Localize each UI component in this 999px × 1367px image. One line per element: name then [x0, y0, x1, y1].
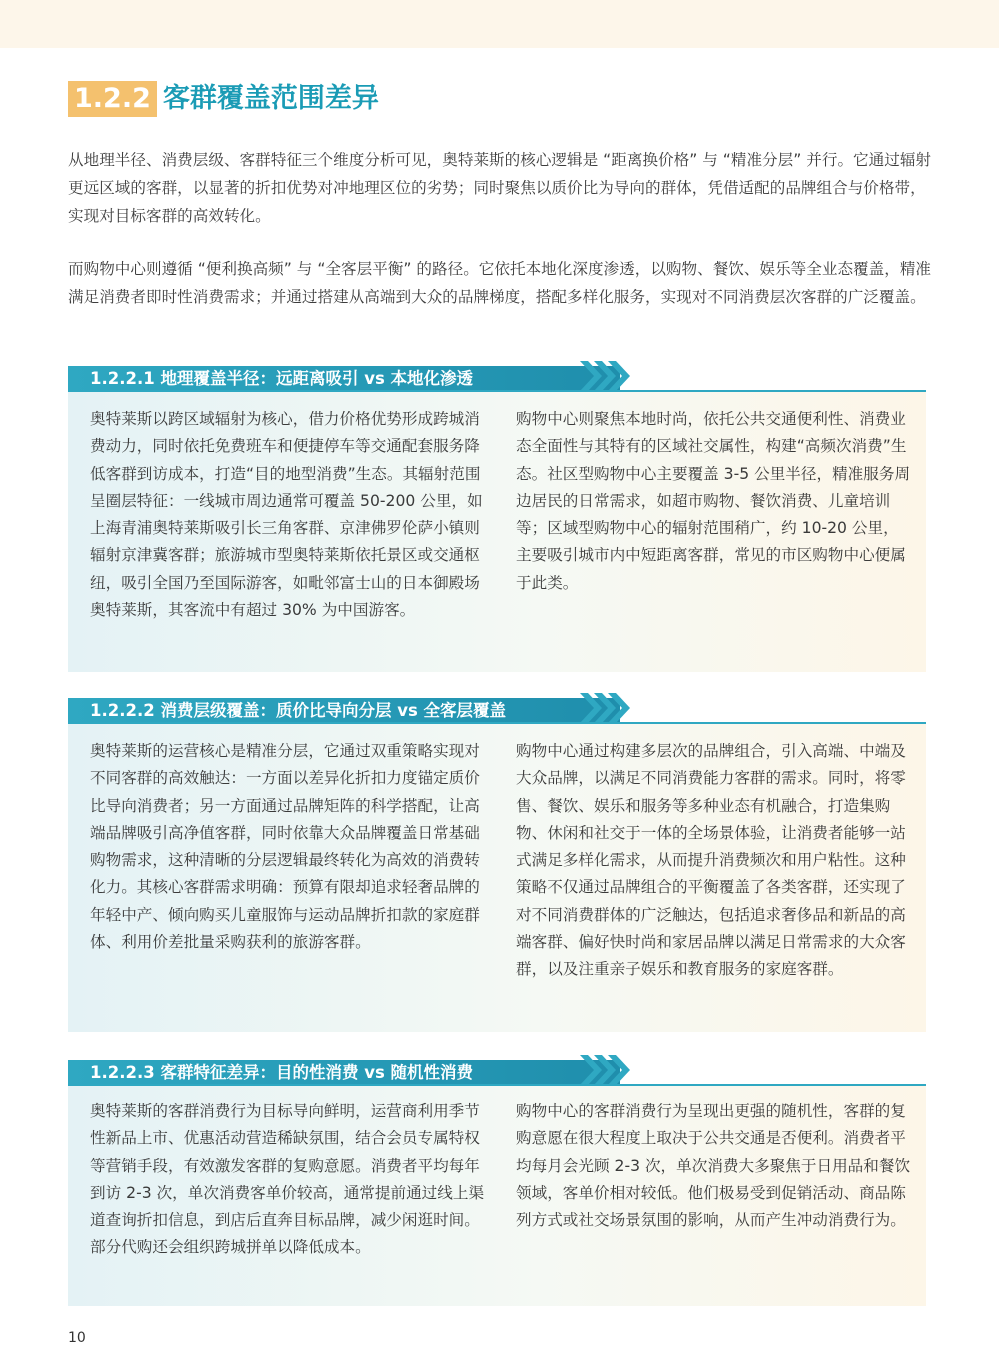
intro-paragraph-1: 从地理半径、消费层级、客群特征三个维度分析可见，奥特莱斯的核心逻辑是 “距离换价格” 与 “精准分层” 并行。它通过辐射更远区域的客群，以显著的折扣优势对冲地理区位的劣势；同时聚焦以质价比为导向的群体，凭借适配的品牌组合与价格带，实现对目标客群的高效转化。 [68, 151, 932, 225]
page-top-band [0, 0, 999, 48]
section-heading: 客群覆盖范围差异 [162, 83, 379, 114]
stripes-decoration-icon [574, 1055, 630, 1085]
mall-column-3: 购物中心的客群消费行为呈现出更强的随机性，客群的复购意愿在很大程度上取决于公共交通是否便利。消费者平均每月会光顾 2-3 次，单次消费大多聚焦于日用品和餐饮领域，客单价相对较低。他们极易受到促销活动、商品陈列方式或社交场景氛围的影响，从而产生冲动消费行为。 [516, 1102, 911, 1230]
outlet-column-3: 奥特莱斯的客群消费行为目标导向鲜明，运营商利用季节性新品上市、优惠活动营造稀缺氛围，结合会员专属特权等营销手段，有效激发客群的复购意愿。消费者平均每年到访 2-3 次，单次消费客单价较高，通常提前通过线上渠道查询折扣信息，到店后直奔目标品牌，减少闲逛时间。部分代购还会组织跨城拼单以降低成本。 [90, 1102, 485, 1257]
section-title [68, 80, 379, 118]
subsection-panel-2 [68, 724, 926, 1032]
mall-column-1: 购物中心则聚焦本地时尚，依托公共交通便利性、消费业态全面性与其特有的区域社交属性，构建“高频次消费”生态。社区型购物中心主要覆盖 3-5 公里半径，精准服务周边居民的日常需求，如超市购物、餐饮消费、儿童培训等；区域型购物中心的辐射范围稍广，约 10-20 公里，主要吸引城市内中短距离客群，常见的市区购物中心便属于此类。 [516, 410, 911, 592]
page-number: 10 [68, 1330, 86, 1346]
outlet-column-2: 奥特莱斯的运营核心是精准分层，它通过双重策略实现对不同客群的高效触达：一方面以差异化折扣力度锚定质价比导向消费者；另一方面通过品牌矩阵的科学搭配，让高端品牌吸引高净值客群，同时依靠大众品牌覆盖日常基础购物需求，这种清晰的分层逻辑最终转化为高效的消费转化力。其核心客群需求明确：预算有限却追求轻奢品牌的年轻中产、倾向购买儿童服饰与运动品牌折扣款的家庭群体、利用价差批量采购获利的旅游客群。 [90, 742, 480, 952]
subsection-panel-3 [68, 1086, 926, 1306]
outlet-column-1: 奥特莱斯以跨区域辐射为核心，借力价格优势形成跨城消费动力，同时依托免费班车和便捷停车等交通配套服务降低客群到访成本，打造“目的地型消费”生态。其辐射范围呈圈层特征：一线城市周边通常可覆盖 50-200 公里，如上海青浦奥特莱斯吸引长三角客群、京津佛罗伦萨小镇则辐射京津冀客群；旅游城市型奥特莱斯依托景区或交通枢纽，吸引全国乃至国际游客，如毗邻富士山的日本御殿场奥特莱斯，其客流中有超过 30% 为中国游客。 [90, 410, 483, 620]
subsection-header-1: 1.2.2.1 地理覆盖半径：远距离吸引 vs 本地化渗透 [68, 366, 620, 392]
stripes-decoration-icon [574, 361, 630, 391]
subsection-header-3: 1.2.2.3 客群特征差异：目的性消费 vs 随机性消费 [68, 1060, 620, 1086]
mall-column-2: 购物中心通过构建多层次的品牌组合，引入高端、中端及大众品牌，以满足不同消费能力客群的需求。同时，将零售、餐饮、娱乐和服务等多种业态有机融合，打造集购物、休闲和社交于一体的全场景体验，让消费者能够一站式满足多样化需求，从而提升消费频次和用户粘性。这种策略不仅通过品牌组合的平衡覆盖了各类客群，还实现了对不同消费群体的广泛触达，包括追求奢侈品和新品的高端客群、偏好快时尚和家居品牌以满足日常需求的大众客群，以及注重亲子娱乐和教育服务的家庭客群。 [516, 742, 906, 979]
subsection-header-2: 1.2.2.2 消费层级覆盖：质价比导向分层 vs 全客层覆盖 [68, 698, 620, 724]
intro-paragraph-2: 而购物中心则遵循 “便利换高频” 与 “全客层平衡” 的路径。它依托本地化深度渗透，以购物、餐饮、娱乐等全业态覆盖，精准满足消费者即时性消费需求；并通过搭建从高端到大众的品牌梯度，搭配多样化服务，实现对不同消费层次客群的广泛覆盖。 [68, 260, 932, 306]
stripes-decoration-icon [574, 693, 630, 723]
subsection-panel-1 [68, 392, 926, 672]
section-number: 1.2.2 [68, 81, 157, 117]
